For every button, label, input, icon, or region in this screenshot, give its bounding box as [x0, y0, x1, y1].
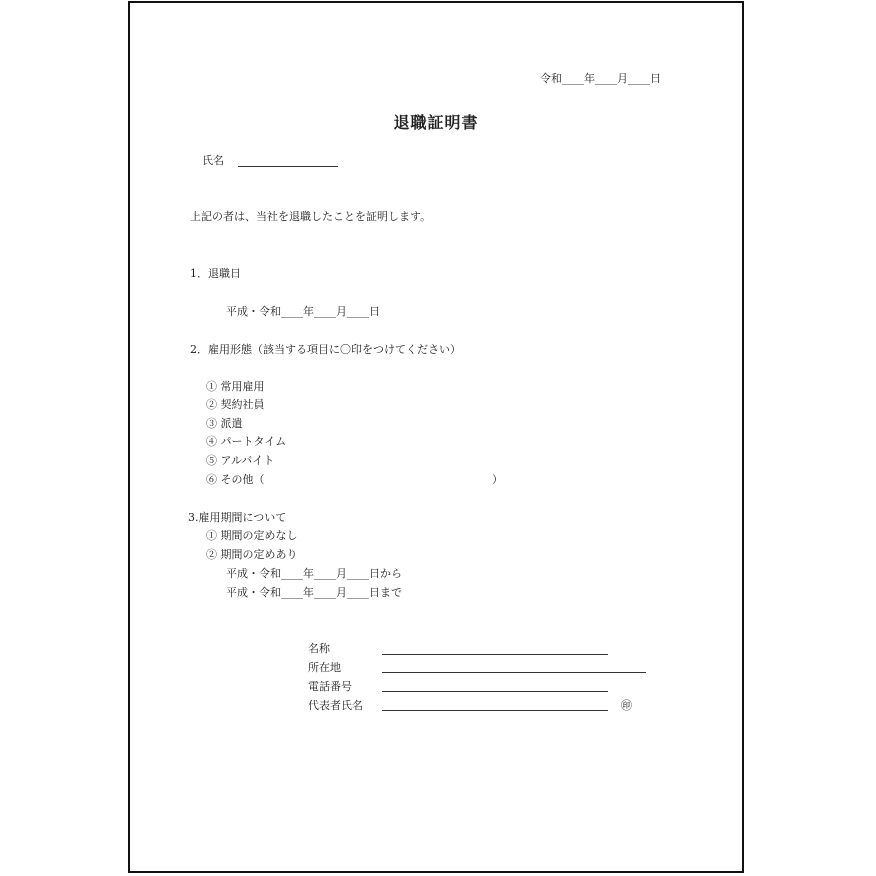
period-option: ② 期間の定めあり [206, 548, 298, 561]
name-underline [238, 166, 338, 167]
section3-heading: 3.雇用期間について [188, 511, 287, 524]
section1-heading: 1．退職日 [190, 267, 241, 280]
employment-option: ⑥ その他（ [206, 473, 265, 486]
period-option: ① 期間の定めなし [206, 529, 298, 542]
company-address-label: 所在地 [308, 661, 341, 674]
document-title: 退職証明書 [393, 113, 479, 132]
certificate-page [128, 1, 744, 873]
employment-option: ① 常用雇用 [206, 380, 265, 393]
representative-line [382, 710, 608, 711]
employment-option: ② 契約社員 [206, 398, 265, 411]
certification-statement: 上記の者は、当社を退職したことを証明します。 [190, 210, 432, 223]
company-phone-line [382, 691, 608, 692]
period-to: 平成・令和____年____月____日まで [226, 586, 402, 599]
company-name-label: 名称 [308, 642, 330, 655]
company-name-line [382, 654, 608, 655]
seal-mark: ㊞ [621, 699, 632, 712]
employment-option: ③ 派遣 [206, 417, 243, 430]
period-from: 平成・令和____年____月____日から [226, 567, 402, 580]
retirement-date: 平成・令和____年____月____日 [226, 305, 380, 318]
company-address-line [382, 672, 646, 673]
employment-option: ⑤ アルバイト [206, 454, 275, 467]
company-phone-label: 電話番号 [308, 680, 352, 693]
name-label: 氏名 [202, 154, 224, 167]
section2-heading: 2．雇用形態（該当する項目に〇印をつけてください） [190, 343, 461, 356]
representative-label: 代表者氏名 [308, 699, 363, 712]
issue-date: 令和____年____月____日 [540, 72, 661, 85]
other-close-paren: ） [492, 473, 503, 486]
employment-option: ④ パートタイム [206, 435, 287, 448]
